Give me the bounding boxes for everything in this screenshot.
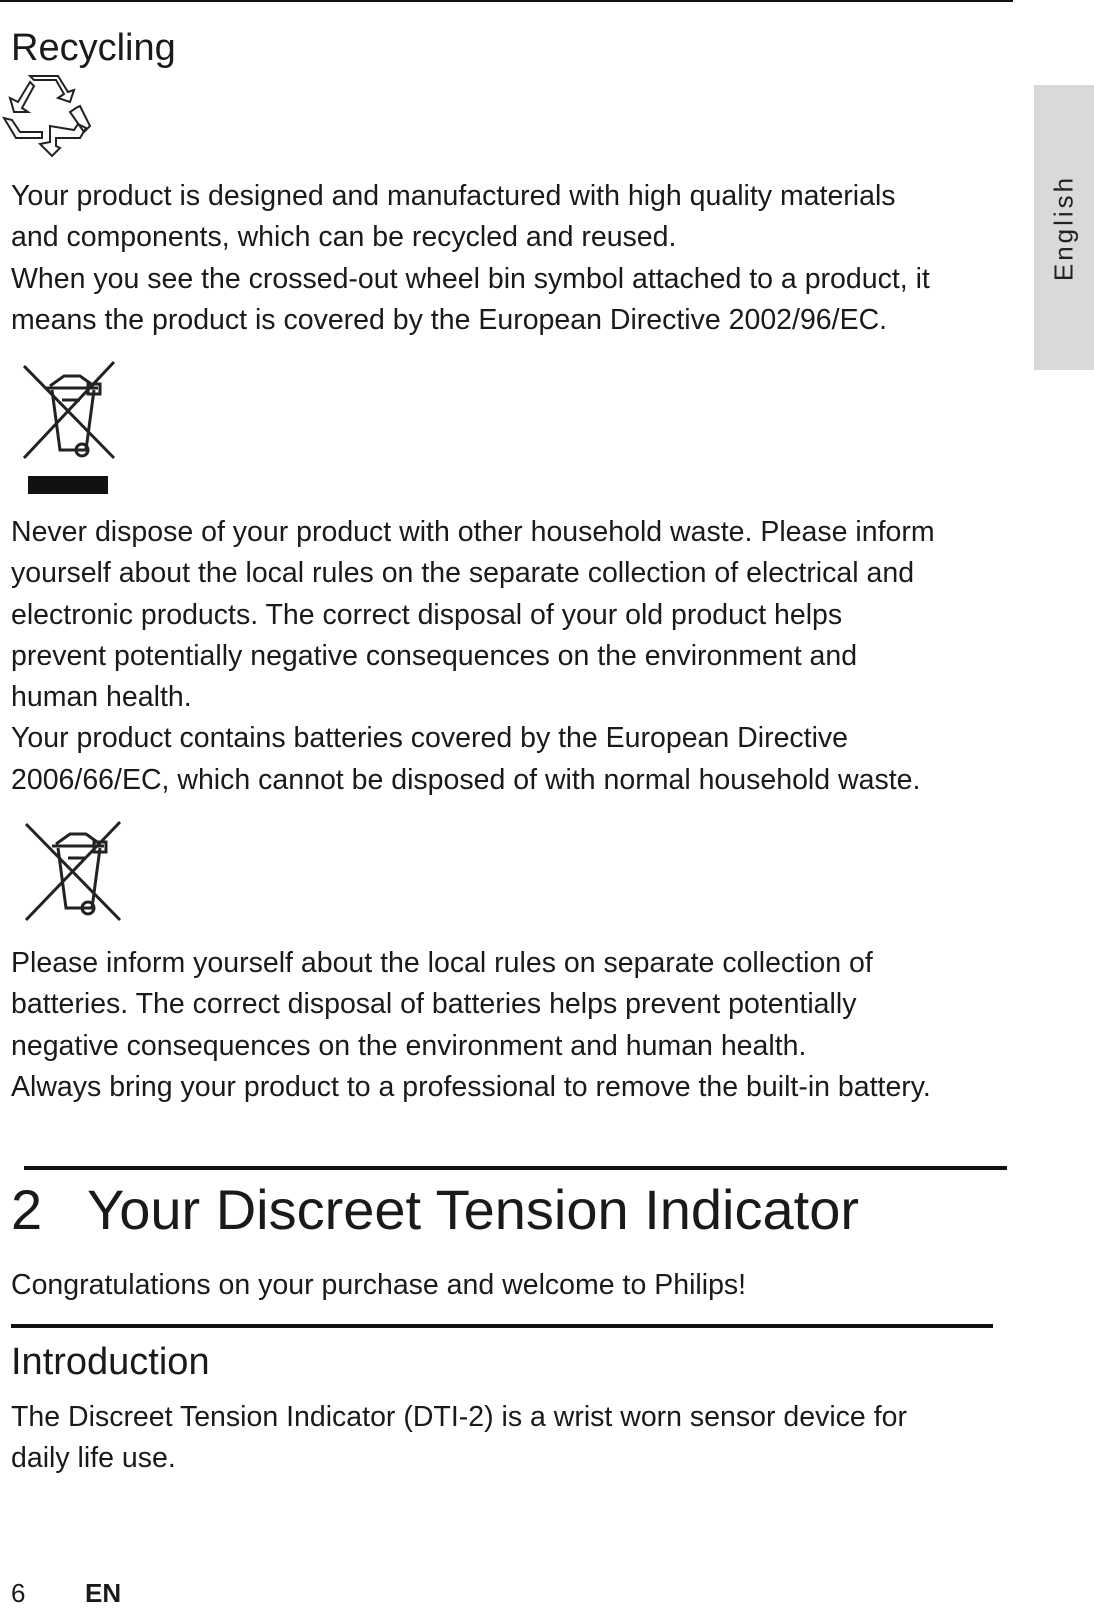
recycling-paragraph-1: Your product is designed and manufactured with high quality materials and components, which can be recycled and reused. When you see the crossed-out wheel bin symbol attached to a product, it means the product is covered by the European Directive 2002/96/EC. — [11, 180, 930, 336]
language-side-tab — [1034, 85, 1094, 370]
crossed-out-battery-bin-icon — [20, 820, 128, 928]
crossed-out-wheel-bin-icon — [18, 358, 122, 498]
page-number: 6 — [11, 1578, 26, 1608]
language-code: EN — [85, 1578, 122, 1608]
recycling-heading: Recycling — [11, 27, 176, 69]
recycling-paragraph-2: Never dispose of your product with other household waste. Please inform yourself about the local rules on the separate collection of electrical and electronic products. The correct disposal of your old product helps prevent potentially negative consequences on the environment and human health. Your product contains batteries covered by the European Directive 2006/66/EC, which cannot be disposed of with normal household waste. — [11, 516, 935, 796]
welcome-text: Congratulations on your purchase and welcome to Philips! — [11, 1269, 747, 1301]
side-tab-label: English — [1048, 174, 1079, 281]
chapter-number: 2 — [11, 1178, 43, 1241]
introduction-rule — [11, 1324, 993, 1328]
chapter-title: Your Discreet Tension Indicator — [87, 1178, 859, 1241]
recycling-paragraph-3: Please inform yourself about the local rules on separate collection of batteries. The correct disposal of batteries helps prevent potentially negative consequences on the environment and human health. Always bring your product to a professional to remove the built-in battery. — [11, 947, 931, 1103]
chapter-heading — [11, 1178, 859, 1241]
top-rule — [0, 0, 1013, 2]
introduction-heading: Introduction — [11, 1341, 210, 1383]
chapter-rule — [24, 1166, 1007, 1170]
introduction-paragraph: The Discreet Tension Indicator (DTI-2) is a wrist worn sensor device for daily life use. — [11, 1401, 907, 1475]
recycle-icon — [0, 72, 92, 164]
